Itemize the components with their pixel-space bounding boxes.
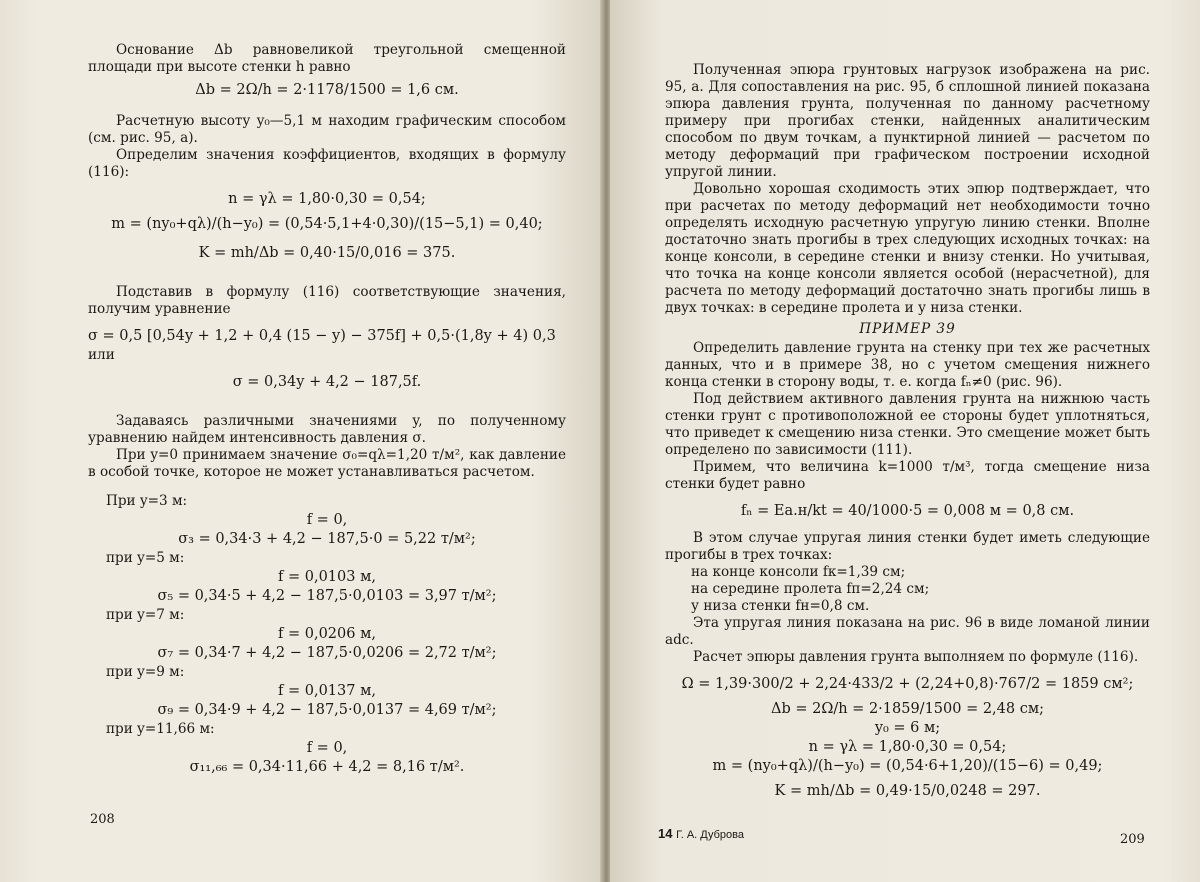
formula: K = mh/Δb = 0,49·15/0,0248 = 297. [774, 783, 1041, 799]
paragraph: Эта упругая линия показана на рис. 96 в виде ломаной линии adc. [665, 615, 1150, 648]
formula: σ₁₁,₆₆ = 0,34·11,66 + 4,2 = 8,16 т/м². [189, 759, 465, 775]
paragraph: Подставив в формулу (116) соответствующие значения, получим уравнение [88, 284, 566, 317]
paragraph: Расчетную высоту y₀—5,1 м находим графическим способом (см. рис. 95, а). [88, 113, 566, 146]
formula: σ = 0,34y + 4,2 − 187,5f. [232, 374, 422, 390]
paragraph: В этом случае упругая линия стенки будет иметь следующие прогибы в трех точках: [665, 530, 1150, 563]
list-item: на конце консоли fк=1,39 см; [691, 564, 906, 580]
formula: f = 0,0137 м, [278, 683, 376, 699]
formula: σ = 0,5 [0,54y + 1,2 + 0,4 (15 − y) − 375f] + 0,5·(1,8y + 4) 0,3 [88, 328, 556, 344]
formula: σ₅ = 0,34·5 + 4,2 − 187,5·0,0103 = 3,97 т/м²; [157, 588, 497, 604]
signature-number: 14 [658, 826, 673, 841]
formula: n = γλ = 1,80·0,30 = 0,54; [228, 191, 426, 207]
paragraph: Под действием активного давления грунта на нижнюю часть стенки грунт с противоположной ее стороны будет уплотняться, что приведет к смещению низа стенки. Это смещение может быть определено по зависимости (111). [665, 391, 1150, 458]
formula: m = (ny₀+qλ)/(h−y₀) = (0,54·6+1,20)/(15−6) = 0,49; [712, 758, 1103, 774]
formula: Δb = 2Ω/h = 2·1859/1500 = 2,48 см; [770, 701, 1045, 717]
formula: σ₇ = 0,34·7 + 4,2 − 187,5·0,0206 = 2,72 т/м²; [157, 645, 497, 661]
paragraph: или [88, 347, 115, 363]
right-page-text [665, 62, 1150, 802]
formula: fₙ = Eа.н/kt = 40/1000·5 = 0,008 м = 0,8 см. [740, 503, 1075, 519]
case-label: при y=9 м: [106, 664, 185, 680]
paragraph: Примем, что величина k=1000 т/м³, тогда смещение низа стенки будет равно [665, 459, 1150, 492]
paragraph: Основание Δb равновеликой треугольной смещенной площади при высоте стенки h равно [88, 42, 566, 75]
formula: f = 0,0103 м, [278, 569, 376, 585]
list-item: на середине пролета fп=2,24 см; [691, 581, 930, 597]
paragraph: Полученная эпюра грунтовых нагрузок изображена на рис. 95, а. Для сопоставления на рис. 95, б сплошной линией показана эпюра давления грунта, полученная по данному расчетному примеру при прогибах стенки, найденных аналитическим способом по двум точкам, а пунктирной линией — расчетом по методу деформаций при графическом построении исходной упругой линии. [665, 62, 1150, 180]
formula: K = mh/Δb = 0,40·15/0,016 = 375. [198, 245, 456, 261]
formula: Δb = 2Ω/h = 2·1178/1500 = 1,6 см. [195, 82, 459, 98]
case-label: при y=5 м: [106, 550, 185, 566]
formula: f = 0, [306, 512, 348, 528]
case-label: при y=7 м: [106, 607, 185, 623]
page-number: 209 [1120, 832, 1145, 847]
author-name: Г. А. Дуброва [676, 829, 744, 841]
formula: m = (ny₀+qλ)/(h−y₀) = (0,54·5,1+4·0,30)/(15−5,1) = 0,40; [111, 216, 543, 232]
paragraph: Определим значения коэффициентов, входящих в формулу (116): [88, 147, 566, 180]
page-number: 208 [90, 812, 115, 827]
example-heading: ПРИМЕР 39 [859, 321, 956, 337]
paragraph: При y=0 принимаем значение σ₀=qλ=1,20 т/м², как давление в особой точке, которое не может устанавливаться расчетом. [88, 447, 566, 480]
formula: σ₉ = 0,34·9 + 4,2 − 187,5·0,0137 = 4,69 т/м²; [157, 702, 497, 718]
formula: f = 0, [306, 740, 348, 756]
paragraph: Довольно хорошая сходимость этих эпюр подтверждает, что при расчетах по методу деформаций нет необходимости точно определять исходную расчетную упругую линию стенки. Вполне достаточно знать прогибы в трех следующих исходных точках: на конце консоли, в середине стенки и внизу стенки. Но учитывая, что точка на конце консоли является особой (нерасчетной), для расчета по методу деформаций достаточно знать прогибы лишь в двух точках: в середине пролета и у низа стенки. [665, 181, 1150, 316]
signature-mark [658, 826, 744, 841]
right-page [610, 0, 1200, 882]
formula: y₀ = 6 м; [874, 720, 941, 736]
formula: σ₃ = 0,34·3 + 4,2 − 187,5·0 = 5,22 т/м²; [178, 531, 476, 547]
paragraph: Расчет эпюры давления грунта выполняем по формуле (116). [693, 649, 1139, 665]
case-label: При y=3 м: [106, 493, 188, 509]
formula: Ω = 1,39·300/2 + 2,24·433/2 + (2,24+0,8)·767/2 = 1859 см²; [681, 676, 1134, 692]
case-label: при y=11,66 м: [106, 721, 215, 737]
list-item: у низа стенки fн=0,8 см. [691, 598, 870, 614]
formula: f = 0,0206 м, [278, 626, 376, 642]
paragraph: Задаваясь различными значениями y, по полученному уравнению найдем интенсивность давления σ. [88, 413, 566, 446]
formula: n = γλ = 1,80·0,30 = 0,54; [808, 739, 1007, 755]
paragraph: Определить давление грунта на стенку при тех же расчетных данных, что и в примере 38, но с учетом смещения нижнего конца стенки в сторону воды, т. е. когда fₙ≠0 (рис. 96). [665, 340, 1150, 390]
left-page-text [88, 42, 566, 778]
